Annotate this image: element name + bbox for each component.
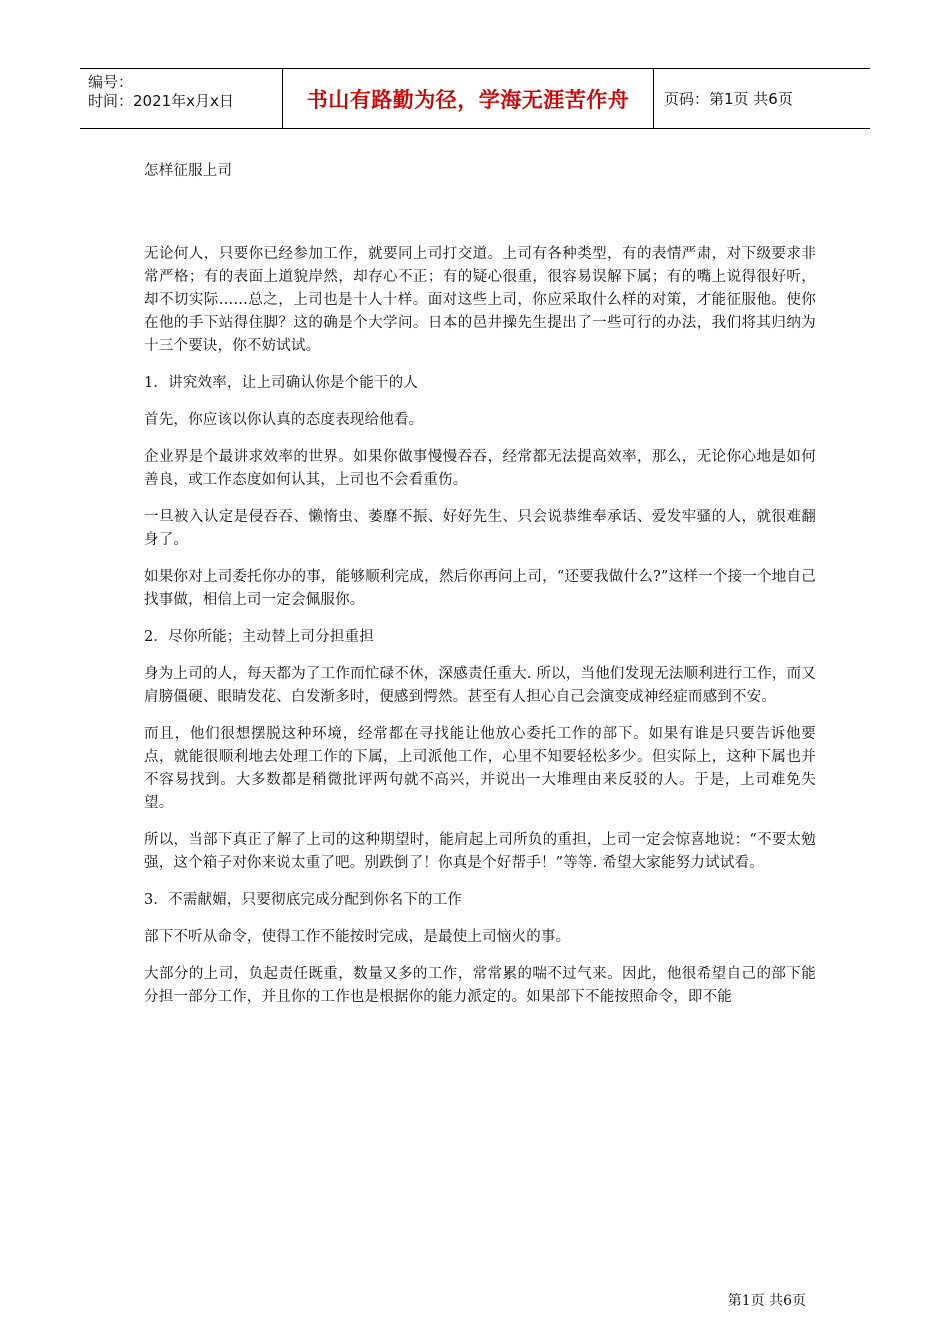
paragraph: 无论何人，只要你已经参加工作，就要同上司打交道。上司有各种类型，有的表情严肃，对下级要求非常严格；有的表面上道貌岸然，却存心不正；有的疑心很重，很容易误解下属；有的嘴上说得很好听，却不切实际……总之，上司也是十人十样。面对这些上司，你应采取什么样的对策，才能征服他。使你在他的手下站得住脚？这的确是个大学问。日本的邑井操先生提出了一些可行的办法，我们将其归纳为十三个要诀，你不妨试试。 [144,246,816,354]
header-page-label: 页码：第1页 共6页 [664,90,793,108]
document-body [144,160,816,1023]
document-time-label: 时间：2021年x月x日 [88,92,234,110]
header-motto-cell [282,69,654,128]
document-number-label: 编号： [88,73,134,91]
section-heading: 3．不需献媚，只要彻底完成分配到你名下的工作 [144,892,463,908]
paragraph: 而且，他们很想摆脱这种环境，经常都在寻找能让他放心委托工作的部下。如果有谁是只要告诉他要点，就能很顺利地去处理工作的下属，上司派他工作，心里不知要轻松多少。但实际上，这种下属也并不容易找到。大多数都是稍微批评两句就不高兴，并说出一大堆理由来反驳的人。于是，上司难免失望。 [144,726,816,811]
header-motto: 书山有路勤为径，学海无涯苦作舟 [306,87,630,112]
section-heading: 1．讲究效率，让上司确认你是个能干的人 [144,375,419,391]
paragraph: 首先，你应该以你认真的态度表现给他看。 [144,412,424,428]
footer-page-label: 第1页 共6页 [727,1293,806,1309]
header-page-cell [654,69,870,128]
page-footer [728,1290,806,1310]
paragraph: 大部分的上司，负起责任既重，数量又多的工作，常常累的喘不过气来。因此，他很希望自己的部下能分担一部分工作，并且你的工作也是根据你的能力派定的。如果部下不能按照命令，即不能 [144,966,816,1005]
paragraph: 如果你对上司委托你办的事，能够顺利完成，然后你再问上司，“还要我做什么?”这样一个接一个地自己找事做，相信上司一定会佩服你。 [144,569,816,608]
header-table [80,68,870,129]
header-meta-cell [80,69,282,128]
paragraph: 一旦被入认定是侵吞吞、懒惰虫、萎靡不振、好好先生、只会说恭维奉承话、爱发牢骚的人，就很难翻身了。 [144,509,816,548]
paragraph: 所以，当部下真正了解了上司的这种期望时，能肩起上司所负的重担，上司一定会惊喜地说：“不要太勉强，这个箱子对你来说太重了吧。别跌倒了！你真是个好帮手！”等等. 希望大家能努力试试看。 [144,832,816,871]
paragraph: 身为上司的人，每天都为了工作而忙碌不休，深感责任重大. 所以，当他们发现无法顺利进行工作，而又肩膀僵硬、眼睛发花、白发渐多时，便感到愕然。甚至有人担心自己会演变成神经症而感到不安。 [144,666,816,705]
document-title: 怎样征服上司 [144,163,233,179]
paragraph: 企业界是个最讲求效率的世界。如果你做事慢慢吞吞，经常都无法提高效率，那么，无论你心地是如何善良，或工作态度如何认其，上司也不会看重伤。 [144,449,816,488]
section-heading: 2．尽你所能；主动替上司分担重担 [144,629,374,645]
paragraph: 部下不听从命令，使得工作不能按时完成，是最使上司恼火的事。 [144,929,571,945]
